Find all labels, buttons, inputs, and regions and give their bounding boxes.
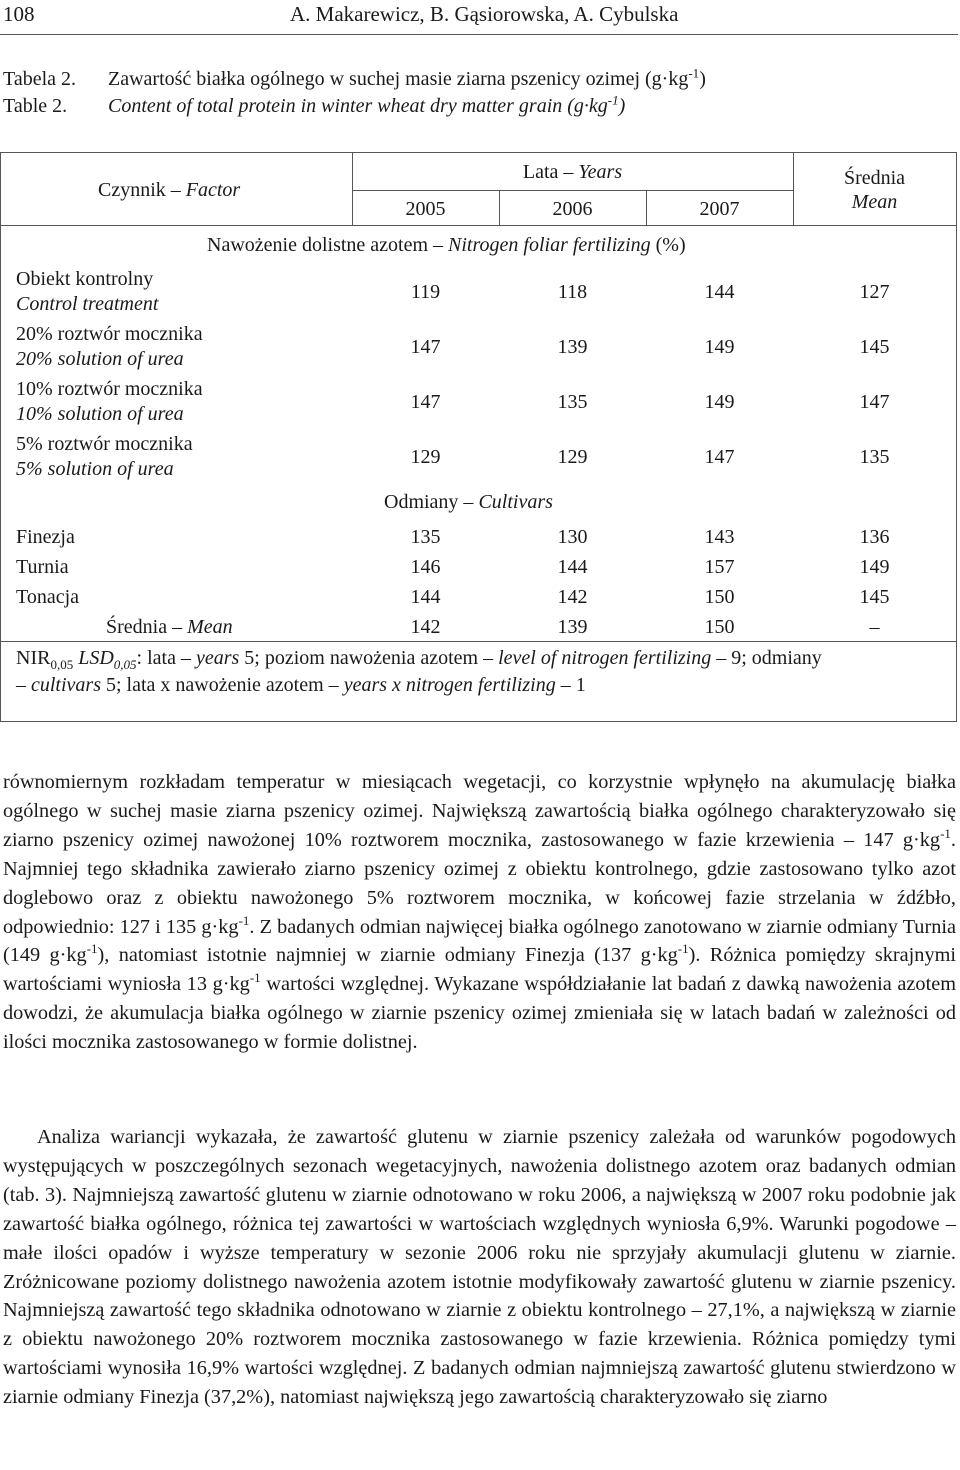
value-2007: 149 (704, 391, 735, 413)
p1-run: . Najmniej tego składnika zawierało ziarno pszenicy ozimej z obiektu kontrolnego, gdzie zastosowano tylko azot doglebowo oraz z obiektu nawożonego 5% roztworem mocznika, w końcowej fazie strzelania w źdźbło, odpowiednio: 127 i 135 g·kg (3, 828, 956, 938)
value-mean: 136 (859, 526, 890, 548)
caption-close-pl: ) (699, 68, 706, 90)
value-mean: 147 (859, 391, 890, 413)
running-header (0, 0, 960, 36)
value-mean: 145 (859, 336, 890, 358)
caption-sup-en: -1 (607, 92, 619, 108)
p1-run: . Z badanych odmian najwięcej białka ogólnego zanotowano w ziarnie odmiany Turnia (149 g·kg (3, 915, 956, 967)
value-2006: 139 (557, 336, 588, 358)
mean-row-label (106, 616, 233, 638)
factor-header-en: Factor (185, 179, 241, 201)
table-row (1, 583, 956, 613)
p1-sup: -1 (86, 941, 98, 957)
row-label-en: 20% solution of urea (16, 348, 184, 370)
value-2005: 147 (410, 336, 441, 358)
row-label-en: Control treatment (16, 293, 159, 315)
cultivar-name: Turnia (16, 556, 69, 578)
mean-header-en: Mean (851, 191, 898, 213)
caption-label-en: Table 2. (3, 95, 68, 117)
years-header-en: Years (578, 161, 623, 183)
row-label-pl: 5% roztwór mocznika (16, 433, 193, 455)
value-2007: 150 (704, 586, 735, 608)
p1-run: ), natomiast istotnie najmniej w ziarnie odmiany Finezja (137 g·kg (97, 944, 678, 967)
year-2006-header: 2006 (552, 198, 593, 220)
value-2006: 118 (557, 281, 588, 303)
value-2007: 144 (704, 281, 735, 303)
footnote-lsd-sub: 0,05 (113, 657, 137, 672)
value-2005: 146 (410, 556, 441, 578)
value-2007: 157 (704, 556, 735, 578)
year-2005-header: 2005 (405, 198, 446, 220)
factor-header (98, 179, 240, 201)
footnote-i1: years (195, 647, 240, 669)
table-row (1, 375, 956, 430)
section-foliar-en: Nitrogen foliar fertilizing (448, 234, 651, 256)
footnote-t6: – 1 (560, 674, 586, 696)
vline-mean (793, 153, 794, 225)
value-2006: 144 (557, 556, 588, 578)
row-label-pl: 20% roztwór mocznika (16, 323, 203, 345)
mean-header-pl: Średnia (843, 167, 906, 189)
value-2005: 144 (410, 586, 441, 608)
row-label-pl: Obiekt kontrolny (16, 268, 154, 290)
year-2007-header: 2007 (699, 198, 740, 220)
footnote-lsd: LSD (78, 647, 114, 669)
p1-sup: -1 (238, 912, 250, 928)
footnote-t3: – 9; odmiany (716, 647, 822, 669)
cultivar-name: Finezja (16, 526, 75, 548)
table-row (1, 430, 956, 485)
p1-sup: -1 (677, 941, 689, 957)
footnote-nir-sub: 0,05 (50, 657, 74, 672)
caption-text-en: Content of total protein in winter wheat dry matter grain (g·kg (108, 95, 608, 117)
rule-under-header (1, 225, 956, 226)
value-mean: 135 (859, 446, 890, 468)
section-foliar-pl: Nawożenie dolistne azotem – (207, 234, 444, 256)
row-label-pl: 10% roztwór mocznika (16, 378, 203, 400)
section-cultivars-en: Cultivars (478, 491, 553, 513)
footnote-t2: 5; poziom nawożenia azotem – (244, 647, 494, 669)
mean-2007: 150 (704, 616, 735, 638)
value-mean: 145 (859, 586, 890, 608)
footnote-line-2 (16, 672, 946, 699)
mean-row-label-en: Mean (187, 616, 233, 638)
footnote-t4: – (16, 674, 26, 696)
p1-sup: -1 (249, 970, 261, 986)
years-header (352, 161, 793, 183)
table-caption-en (3, 92, 626, 118)
footnote-t5: 5; lata x nawożenie azotem – (106, 674, 339, 696)
value-2006: 135 (557, 391, 588, 413)
value-2005: 119 (410, 281, 441, 303)
header-rule (0, 34, 958, 35)
mean-overall: – (869, 616, 880, 638)
table-row (1, 320, 956, 375)
rule-under-years (352, 190, 793, 191)
caption-label-pl: Tabela 2. (3, 68, 77, 90)
footnote-line-1 (16, 645, 946, 672)
footnote-i2: level of nitrogen fertilizing (498, 647, 712, 669)
page-number: 108 (3, 2, 35, 26)
mean-row-label-pl: Średnia – (106, 616, 183, 638)
value-mean: 127 (859, 281, 890, 303)
section-foliar-unit: (%) (655, 234, 686, 256)
caption-close-en: ) (618, 95, 626, 117)
table-footnote (16, 645, 946, 699)
caption-text-pl: Zawartość białka ogólnego w suchej masie ziarna pszenicy ozimej (g·kg (108, 68, 689, 90)
row-label-en: 5% solution of urea (16, 458, 174, 480)
body-paragraph-1 (3, 768, 956, 1057)
footnote-i4: cultivars (31, 674, 101, 696)
value-2007: 149 (704, 336, 735, 358)
rule-above-footnote (1, 641, 956, 642)
table-row (1, 265, 956, 320)
value-2007: 143 (704, 526, 735, 548)
mean-2006: 139 (557, 616, 588, 638)
section-cultivars-pl: Odmiany – (384, 491, 474, 513)
value-2007: 147 (704, 446, 735, 468)
footnote-nir: NIR (16, 647, 51, 669)
caption-sup-pl: -1 (688, 65, 700, 81)
footnote-i5: years x nitrogen fertilizing (343, 674, 556, 696)
mean-2005: 142 (410, 616, 441, 638)
p1-run: wartości względnej. Wykazane współdziałanie lat badań z dawką nawożenia azotem dowodzi, że akumulacja białka ogólnego w ziarnie pszenicy ozimej zmieniała się w latach badań w zależności od ilości mocznika zastosowanego w formie dolistnej. (3, 973, 956, 1054)
table-row (1, 553, 956, 583)
years-header-pl: Lata – (522, 161, 574, 183)
table-row (1, 523, 956, 553)
factor-header-pl: Czynnik – (98, 179, 181, 201)
p1-run: równomiernym rozkładam temperatur w miesiącach wegetacji, co korzystnie wpłynęło na akumulację białka ogólnego w suchej masie ziarna pszenicy ozimej. Największą zawartością białka ogólnego charakteryzowało się ziarno pszenicy ozimej nawożonej 10% roztworem mocznika, zastosowanego w fazie krzewienia – 147 g·kg (3, 771, 956, 851)
value-2006: 130 (557, 526, 588, 548)
body-paragraph-2: Analiza wariancji wykazała, że zawartość glutenu w ziarnie pszenicy zależała od warunków pogodowych występujących w poszczególnych sezonach wegetacyjnych, nawożenia dolistnego azotem oraz badanych odmian (tab. 3). Najmniejszą zawartość glutenu w ziarnie odnotowano w roku 2006, a największą w 2007 roku podobnie jak zawartość białka ogólnego, różnica tej zawartości w wartościach względnych wyniosła 6,9%. Warunki pogodowe – małe ilości opadów i wyższe temperatury w sezonie 2006 roku nie sprzyjały akumulacji glutenu w ziarnie. Zróżnicowane poziomy dolistnego nawożenia azotem istotnie modyfikowały zawartość glutenu w ziarnie pszenicy. Najmniejszą zawartość tego składnika odnotowano w ziarnie z obiektu kontrolnego – 27,1%, a największą w ziarnie z obiektu nawożonego 20% roztworem mocznika zastosowanego w fazie krzewienia. Różnica pomiędzy tymi wartościami wynosiła 16,9% wartości względnej. Z badanych odmian najmniejszą zawartość glutenu stwierdzono w ziarnie odmiany Finezja (37,2%), natomiast największą jego zawartością charakteryzowało się ziarno (3, 1126, 956, 1409)
value-2005: 135 (410, 526, 441, 548)
footnote-t1: : lata – (136, 647, 191, 669)
value-2006: 142 (557, 586, 588, 608)
value-2006: 129 (557, 446, 588, 468)
value-2005: 147 (410, 391, 441, 413)
value-mean: 149 (859, 556, 890, 578)
header-authors: A. Makarewicz, B. Gąsiorowska, A. Cybulska (290, 2, 679, 26)
p1-run: ). Różnica pomiędzy skrajnymi wartościami wyniosła 13 g·kg (3, 944, 957, 996)
section-cultivars-heading (384, 491, 553, 513)
p1-sup: -1 (940, 826, 951, 842)
cultivar-name: Tonacja (16, 586, 80, 608)
table-caption-pl (3, 65, 706, 91)
mean-row (1, 613, 956, 643)
row-label-en: 10% solution of urea (16, 403, 184, 425)
section-foliar-heading (207, 234, 686, 256)
value-2005: 129 (410, 446, 441, 468)
protein-table (0, 152, 957, 722)
